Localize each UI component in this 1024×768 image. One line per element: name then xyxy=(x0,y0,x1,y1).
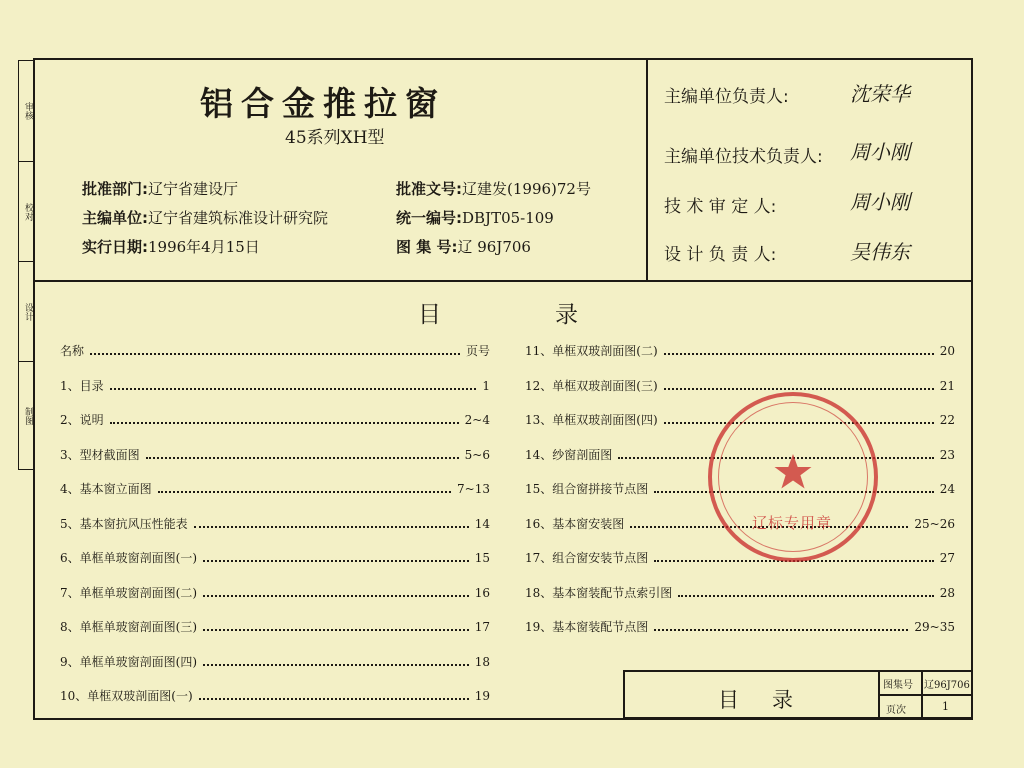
toc-entry xyxy=(60,653,490,669)
footer-page-label: 页次 xyxy=(886,705,906,716)
toc-leader-dots xyxy=(194,526,469,528)
toc-entry xyxy=(60,377,490,393)
toc-entry-name: 17、组合窗安装节点图 xyxy=(525,551,649,565)
toc-entry-page: 15 xyxy=(474,551,490,565)
unified-no-label: 统一编号: xyxy=(396,209,462,227)
toc-leader-dots xyxy=(90,353,460,355)
toc-entry xyxy=(60,446,490,462)
seal-text: 辽标专用章 xyxy=(752,514,833,532)
toc-entry-page: 18 xyxy=(474,654,490,669)
signature-label: 主编单位技术负责人: xyxy=(664,147,823,167)
chief-unit xyxy=(82,207,328,228)
toc-entry-page: 7~13 xyxy=(457,482,490,496)
toc-entry xyxy=(525,342,955,358)
toc-leader-dots xyxy=(678,595,933,597)
signature-label: 技 术 审 定 人: xyxy=(664,197,777,217)
signature: 沈荣华 xyxy=(850,82,910,106)
approval-no-value: 辽建发(1996)72号 xyxy=(462,180,591,198)
toc-entry-name: 9、单框单玻窗剖面图(四) xyxy=(60,654,197,669)
toc-entry-page: 2~4 xyxy=(464,413,490,427)
sidebar-cell: 校对 xyxy=(19,161,33,262)
toc-leader-dots xyxy=(146,457,459,459)
effective-date-value: 1996年4月15日 xyxy=(148,238,260,256)
toc-entry-name: 名称 xyxy=(60,344,85,358)
sidebar-cell: 制图 xyxy=(19,361,33,470)
toc-leader-dots xyxy=(664,388,934,390)
toc-entry xyxy=(60,411,490,427)
atlas-no-label: 图 集 号: xyxy=(396,238,458,256)
effective-date-label: 实行日期: xyxy=(82,238,148,256)
toc-leader-dots xyxy=(110,422,459,424)
toc-entry-name: 13、单框双玻剖面图(四) xyxy=(525,413,658,427)
toc-entry-name: 7、单框单玻窗剖面图(二) xyxy=(60,585,197,600)
toc-entry-page: 27 xyxy=(939,551,955,565)
toc-entry-name: 3、型材截面图 xyxy=(60,447,140,462)
toc-entry xyxy=(525,549,955,565)
toc-entry-page: 24 xyxy=(939,482,955,496)
toc-leader-dots xyxy=(203,664,469,666)
signature: 周小刚 xyxy=(850,140,910,164)
signature: 周小刚 xyxy=(850,190,910,214)
toc-entry-page: 25~26 xyxy=(914,516,955,531)
toc-entry xyxy=(525,584,955,600)
toc-leader-dots xyxy=(664,353,934,355)
toc-heading-right: 录 xyxy=(555,302,578,328)
toc-entry-page: 页号 xyxy=(465,344,490,358)
approval-no-label: 批准文号: xyxy=(396,180,462,198)
sidebar-cell: 审核 xyxy=(23,102,33,120)
toc-entry-name: 11、单框双玻剖面图(二) xyxy=(525,344,658,358)
toc-entry-page: 29~35 xyxy=(914,620,955,634)
toc-entry-name: 14、纱窗剖面图 xyxy=(525,447,613,462)
toc-entry xyxy=(60,618,490,634)
toc-entry-name: 4、基本窗立面图 xyxy=(60,482,152,496)
toc-leader-dots xyxy=(199,698,469,700)
unified-no xyxy=(396,207,554,228)
toc-entry-name: 5、基本窗抗风压性能表 xyxy=(60,516,188,531)
toc-entry-name: 12、单框双玻剖面图(三) xyxy=(525,378,658,393)
document-title: 铝合金推拉窗 xyxy=(200,84,446,123)
toc-entry xyxy=(60,342,490,358)
effective-date xyxy=(82,236,260,257)
toc-entry-page: 14 xyxy=(474,516,490,531)
toc-heading-left: 目 xyxy=(418,302,441,328)
toc-leader-dots xyxy=(203,560,469,562)
sidebar-cell: 设计 xyxy=(19,261,33,362)
toc-entry xyxy=(525,377,955,393)
footer-title-right: 录 xyxy=(772,688,793,712)
toc-entry-name: 16、基本窗安装图 xyxy=(525,516,625,531)
toc-leader-dots xyxy=(203,595,469,597)
toc-entry-name: 10、单框双玻剖面图(一) xyxy=(60,689,193,703)
seal-star-icon xyxy=(773,452,813,492)
chief-unit-value: 辽宁省建筑标准设计研究院 xyxy=(148,209,329,227)
toc-entry-page: 21 xyxy=(939,378,955,393)
toc-entry-page: 28 xyxy=(939,585,955,600)
sidebar-review-strip xyxy=(18,60,34,470)
atlas-no-value: 辽 96J706 xyxy=(457,238,531,256)
toc-entry-name: 1、目录 xyxy=(60,378,104,393)
footer-page-value: 1 xyxy=(942,700,949,713)
footer-atlas-label: 图集号 xyxy=(883,680,913,691)
atlas-no xyxy=(396,236,531,257)
footer-atlas-value: 辽96J706 xyxy=(924,680,970,691)
toc-entry-name: 15、组合窗拼接节点图 xyxy=(525,482,649,496)
approval-dept-value: 辽宁省建设厅 xyxy=(148,180,239,198)
toc-entry xyxy=(60,515,490,531)
toc-entry-name: 18、基本窗装配节点索引图 xyxy=(525,585,673,600)
toc-leader-dots xyxy=(203,629,469,631)
toc-entry xyxy=(60,584,490,600)
toc-entry-page: 20 xyxy=(939,344,955,358)
toc-entry xyxy=(60,687,490,703)
toc-entry-page: 16 xyxy=(474,585,490,600)
toc-entry xyxy=(60,549,490,565)
toc-entry-page: 5~6 xyxy=(464,447,490,462)
approval-dept-label: 批准部门: xyxy=(82,180,148,198)
toc-entry-page: 23 xyxy=(939,447,955,462)
title-block-divider xyxy=(921,670,923,719)
signature-label: 主编单位负责人: xyxy=(664,87,789,107)
title-block-divider xyxy=(878,694,973,696)
toc-entry-name: 8、单框单玻窗剖面图(三) xyxy=(60,620,197,634)
toc-leader-dots xyxy=(654,629,908,631)
toc-entry-page: 19 xyxy=(474,689,490,703)
toc-entry-name: 19、基本窗装配节点图 xyxy=(525,620,649,634)
document-subtitle: 45系列XH型 xyxy=(285,128,385,148)
toc-entry-page: 17 xyxy=(474,620,490,634)
header-divider xyxy=(33,280,973,282)
toc-leader-dots xyxy=(110,388,477,390)
toc-leader-dots xyxy=(158,491,451,493)
toc-entry xyxy=(60,480,490,496)
toc-entry xyxy=(525,618,955,634)
toc-entry-page: 1 xyxy=(482,378,490,393)
unified-no-value: DBJT05-109 xyxy=(462,209,554,227)
approval-dept xyxy=(82,178,238,199)
footer-title-left: 目 xyxy=(718,688,739,712)
toc-entry-page: 22 xyxy=(939,413,955,427)
chief-unit-label: 主编单位: xyxy=(82,209,148,227)
toc-entry-name: 2、说明 xyxy=(60,413,104,427)
toc-entry-name: 6、单框单玻窗剖面图(一) xyxy=(60,551,197,565)
signature: 吴伟东 xyxy=(850,240,910,264)
approval-no xyxy=(396,178,591,199)
signature-label: 设 计 负 责 人: xyxy=(664,245,777,265)
